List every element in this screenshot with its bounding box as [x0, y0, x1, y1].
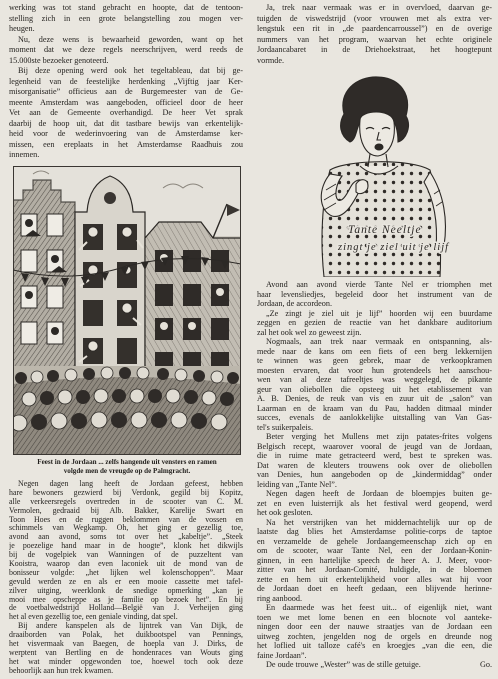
- text-line: „Ze zingt je ziel uit je lijf” hoorden wij een buurdame: [266, 308, 492, 318]
- hand: [356, 180, 368, 194]
- paragraph: [257, 3, 492, 66]
- text-line: hare bewoners gezwierd bij Verdonk, gegild bij Kopitz,: [9, 488, 243, 497]
- text-line: heid voor de wederinvoering van de Amsterdamse ker-: [9, 129, 243, 138]
- text-line: Bij andere kanspelen als de lijntrek van Van Dijk, de: [18, 622, 243, 631]
- text-line: missen, een ereplaats in het Amsterdamse Raadhuis zou: [9, 139, 243, 149]
- text-line: het wat minder opgewonden toe, hoewel toch ook deze: [9, 657, 243, 666]
- left-column-bottom-text: [9, 480, 243, 676]
- text-line: gevuld werden ze en als er een mooie cassette met tafel-: [9, 577, 243, 586]
- text-line: vormde.: [257, 55, 285, 65]
- text-line: uitweg zochten, jengelden nog de orgels en dreunde nog: [257, 631, 492, 641]
- text-line: die in ruime mate getracteerd werd, best te spreken was.: [257, 451, 492, 460]
- text-line: bij de vogelpiek van Wanningen of de puzzeltent van: [9, 551, 243, 560]
- singing-mouth: [375, 144, 383, 150]
- paragraph: [9, 66, 243, 161]
- text-line: Toon Hoes en de ruggen beklommen van de vossen en: [9, 515, 243, 524]
- text-line: geur van oliebollen die opsteeg uit het etablissement van: [257, 384, 492, 394]
- paragraph: [257, 518, 492, 604]
- closing-line: [257, 660, 492, 670]
- text-line: nummers van het program, waarvan het echte originele: [257, 34, 492, 44]
- text-line: ring aanbood.: [257, 593, 303, 603]
- paragraph: [9, 35, 243, 67]
- text-line: Vermolen, gedraaid bij Alb. Bakker, Karelije Swart en: [9, 506, 243, 515]
- text-line: leiding van „Tante Nel”.: [257, 479, 337, 489]
- text-line: 15.000ste bezoeker genoteerd.: [9, 55, 109, 65]
- text-line: meente Amsterdam was aangeboden, officieel door de heer: [9, 97, 243, 107]
- text-line: Negen dagen heeft de Jordaan de bloempjes buiten ge-: [266, 489, 492, 498]
- text-line: het visvermaak van Baegen, de hoepla van J. Dirks, de: [9, 640, 243, 649]
- text-line: te winnen was geen gebrek, maar de verkoopkramen: [257, 356, 492, 365]
- text-line: draaiborden van Polak, het duikbootspel van Pennings,: [9, 631, 243, 640]
- text-line: Negen dagen lang heeft de Jordaan gefeest, hebben: [18, 480, 243, 488]
- text-line: legenheid van de feestelijke herdenking „Vijftig jaar Ker-: [9, 76, 243, 86]
- text-line: Ja, trek naar vermaak was er in overvloed, daarvan ge-: [266, 3, 492, 12]
- crowd: [13, 366, 241, 455]
- singer-illustration: [290, 70, 470, 277]
- text-line: Kooistra, waarop dan even laconiek uit de mond van de: [9, 560, 243, 569]
- text-line: mede naar de kans om een fiets of een berg lekkernijen: [257, 346, 492, 356]
- text-line: Jordaancabaret in de Driehoekstraat, het hoogtepunt: [257, 45, 492, 54]
- text-line: tel's suikerpaleis.: [257, 422, 314, 432]
- text-line: je poezelige hand maar in de hoogte”, klonk het dikwijls: [9, 542, 243, 551]
- text-line: stelling zich in een grote belangstelling zou mogen ver-: [9, 13, 243, 23]
- caption-line: volgde men de vreugde op de Palmgracht.: [63, 467, 191, 475]
- text-line: de Jordaan doet en heeft gedaan, een blijvende herinne-: [257, 584, 492, 593]
- text-line: faine Jordaan”.: [257, 650, 307, 660]
- text-line: Vet aan de Gemeente overhandigd. De heer Vet sprak: [9, 108, 243, 117]
- text-line: haar levensliedjes, begeleid door het instrument van de: [257, 289, 492, 299]
- paragraph: [257, 280, 492, 309]
- text-line: toen we met lome benen en een blocnote vol aanteke-: [257, 612, 492, 622]
- right-column-bottom-text: [257, 280, 492, 670]
- paragraph-group: [257, 280, 492, 660]
- lettering-line: Tante Neeltje: [348, 224, 422, 236]
- text-line: werking was tot stand gebracht en hoopte, dat de tentoon-: [9, 3, 243, 12]
- paragraph: [9, 3, 243, 35]
- text-line: bonisseur volgde: „het lijken wel kolenschoppen”. Maar: [9, 568, 243, 577]
- text-line: schimmels van Wegkamp. Oh, het ging er gezellig toe,: [9, 524, 243, 533]
- text-line: Beter verging het Mullens met zijn patates-frites volgens: [266, 432, 492, 441]
- street-festival-illustration: [13, 166, 241, 455]
- caption-line: Feest in de Jordaan ... zelfs hangende uit vensters en ramen: [37, 458, 217, 466]
- text-line: en verzamelde de gehele Jordaangemeenschap zich op en: [257, 536, 492, 546]
- text-line: ningen door een der nauwe straatjes van de Jordaan een: [257, 622, 492, 631]
- paragraph: [257, 309, 492, 338]
- paragraph: [9, 480, 243, 622]
- paragraph: [257, 337, 492, 432]
- text-line: Belgisch recept, waarover vooral de jeugd van de Jordaan,: [257, 441, 492, 451]
- text-line: Avond aan avond vierde Tante Nel er triomphen met: [266, 280, 492, 289]
- author-signature: Go.: [479, 660, 492, 669]
- text-line: ginnen, in een hartelijke speech de heer A. J. Meer, voor-: [257, 555, 492, 565]
- paragraph: [257, 603, 492, 660]
- text-line: daarbij de hoop uit, dat dit tastbare bewijs van erkentelijk-: [9, 118, 243, 128]
- text-line: Laarman en de kraam van du Pau, hadden ditmaal minder: [257, 403, 492, 413]
- paragraph: [257, 489, 492, 518]
- text-line: avond aan avond, soms tot over het „kabeltje”. „Steek: [9, 533, 243, 542]
- text-line: zitter van het Jordaan-Comité, huldigde, in de bloemen: [257, 565, 492, 574]
- text-line: om de scooter, waar Tante Nel, een der Jordaan-Konin-: [257, 546, 492, 555]
- text-line: zeggen en gezien de reactie van het dankbare auditorium: [257, 318, 492, 327]
- text-line: Dat waren de kleuters trouwens ook over de oliebollen: [257, 460, 492, 470]
- text-line: moesten ervaren, dat voor hun grotendeels het aanschou-: [257, 365, 492, 375]
- text-line: Jordaan, de accordeon.: [257, 299, 333, 308]
- text-line: misorganisatie” officieus aan de Burgemeester van de Ge-: [9, 87, 243, 96]
- text-line: heugen.: [9, 24, 35, 33]
- text-line: Nu, deze wens is bewaarheid geworden, want op het: [18, 34, 243, 44]
- figure-caption: [13, 458, 241, 476]
- text-line: Bij deze opening werd ook het tegeltableau, dat bij ge-: [18, 66, 243, 75]
- text-line: succes, evenals de aanlokkelijke uitstalling van Van Gas-: [257, 413, 492, 422]
- text-line: behoorlijk aan hun trek kwamen.: [9, 666, 114, 675]
- text-line: Na het verstrijken van het middernachtelijk uur op de: [266, 517, 492, 527]
- right-column-top-text: [257, 3, 492, 66]
- text-line: mooi mee opscheppe as je familie op bezoek het”. En bij: [9, 595, 243, 604]
- text-line: lengstuk een rit in „de paardencarroussel”) en de overige: [257, 24, 492, 33]
- text-line: het al even gezellig toe, een geniale vinding, dat spel.: [9, 613, 178, 622]
- text-line: Nogmaals, aan trek naar vermaak en ontspanning, als-: [266, 337, 492, 346]
- text-line: zal het ook wel zo geweest zijn.: [257, 327, 362, 337]
- text-line: wen van al deze tafreeltjes was weggelegd, de pikante: [257, 375, 492, 384]
- text-line: laatste dag blies het Amsterdamse politie-corps de taptoe: [257, 527, 492, 536]
- text-line: het ook gesloten.: [257, 508, 313, 517]
- text-line: tuigden de viswedstrijd (voor vrouwen met als extra ver-: [257, 13, 492, 23]
- text-line: het loflied uit talloze café's en kroegjes „van die een, die: [257, 641, 492, 650]
- paragraph: [9, 622, 243, 675]
- text-line: zette en hem uit erkentelijkheid voor alles wat hij voor: [257, 574, 492, 584]
- text-line: van Denies, hun aangeboden op de „kindermiddag” onder: [257, 470, 492, 479]
- text-line: En daarmede was het feest uit... of eigenlijk niet, want: [266, 603, 492, 612]
- text-line: de voetbalwedstrijd Holland—België van J. Verheijen ging: [9, 604, 243, 613]
- closing-sentence: De oude trouwe „Wester” was de stille getuige.: [266, 660, 421, 669]
- text-line: innemen.: [9, 150, 40, 159]
- text-line: alle verkeersregels overtreden in de scooter van C. M.: [9, 497, 243, 506]
- text-line: werptent van Bertling en de hondenraces van Wouts ging: [9, 648, 243, 657]
- text-line: moment dat we deze regels neerschrijven, werd reeds de: [9, 45, 243, 54]
- text-line: zilver uitging, weerklonk de snedige opmerking „kan je: [9, 586, 243, 595]
- lettering-line: zingt je ziel uit je lijf: [338, 242, 450, 253]
- paragraph: [257, 432, 492, 489]
- text-line: A. B. Denies, de reuk van vis en zuur uit de „salon” van: [257, 394, 492, 403]
- left-column-top-text: [9, 3, 243, 161]
- text-line: zet en even luisterrijk als het festival werd geopend, werd: [257, 498, 492, 508]
